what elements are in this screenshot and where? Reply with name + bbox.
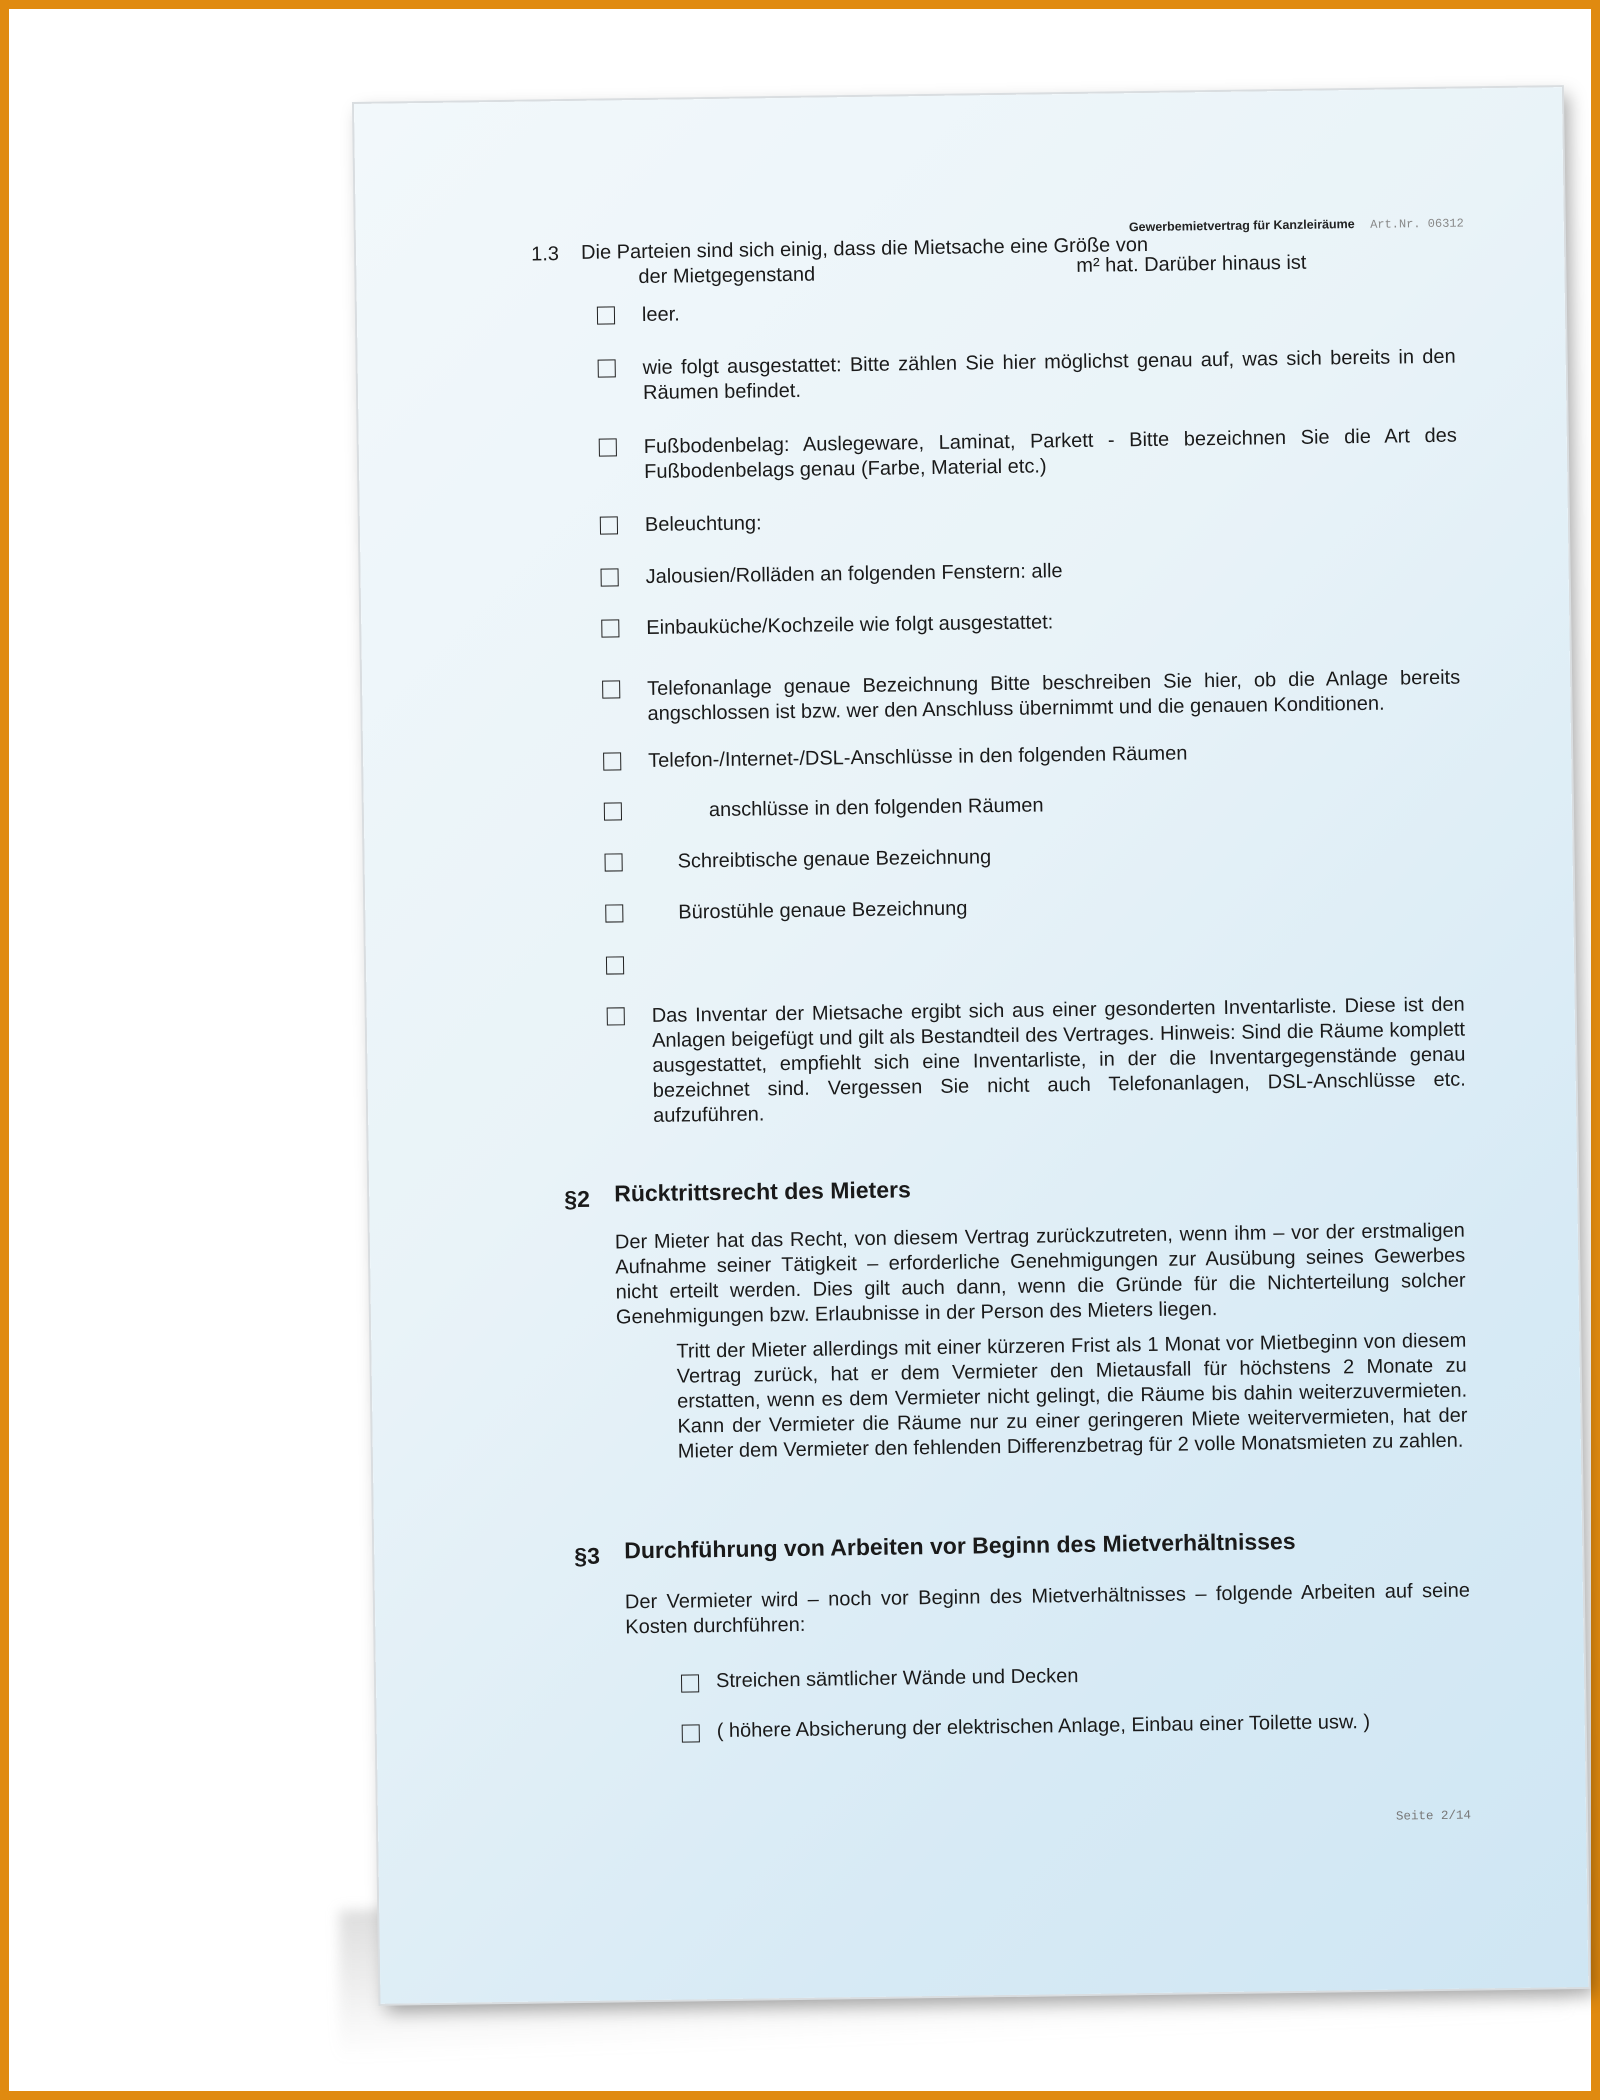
section-2-paragraph-2: Tritt der Mieter allerdings mit einer kürzeren Frist als 1 Monat vor Mietbeginn von diesem Vertrag zurück, hat er dem Vermieter den Mietausfall für höchstens 2 Monate zu erstatten, wenn es dem Vermieter nicht gelingt, die Räume bis dahin weiterzuvermieten. Kann der Vermieter die Räume nur zu einer geringeren Miete weitervermieten, hat der Mieter dem Vermieter den fehlenden Differenzbetrag für 2 volle Monatsmieten zu zahlen. (676, 1329, 1468, 1463)
header-title: Gewerbemietvertrag für Kanzleiräume (1128, 217, 1355, 235)
checkbox-jalousien[interactable] (601, 568, 619, 586)
item-jalousien-label: Jalousien/Rolläden an folgenden Fenstern: alle (645, 560, 1063, 588)
checkbox-anschluesse[interactable] (603, 752, 621, 770)
checkbox-buerostuehle[interactable] (605, 904, 623, 922)
document-page (354, 87, 1588, 2004)
checkbox-inventar[interactable] (607, 1007, 625, 1025)
page-number: Seite 2/14 (1395, 1808, 1472, 1824)
item-ausgestattet-label: wie folgt ausgestattet: Bitte zählen Sie hier möglichst genau auf, was sich bereits in den Räumen befindet. (642, 345, 1456, 404)
section-3-number: §3 (574, 1542, 601, 1570)
document-header (1129, 216, 1464, 236)
section-1-3-unit-text: m² hat. Darüber hinaus ist (1076, 251, 1307, 277)
checkbox-empty[interactable] (606, 956, 624, 974)
section-2-number: §2 (564, 1185, 591, 1213)
checkbox-beleuchtung[interactable] (600, 516, 618, 534)
item-weitere-anschluesse-label: anschlüsse in den folgenden Räumen (708, 794, 1044, 822)
item-fussbodenbelag-label: Fußbodenbelag: Auslegeware, Laminat, Parkett - Bitte bezeichnen Sie die Art des Fußbodenbelags genau (Farbe, Material etc.) (643, 424, 1457, 483)
item-absicherung-label: ( höhere Absicherung der elektrischen Anlage, Einbau einer Toilette usw. ) (716, 1710, 1371, 1743)
section-1-3-line1: Die Parteien sind sich einig, dass die Mietsache eine Größe von (580, 233, 1149, 264)
section-2-paragraph-1: Der Mieter hat das Recht, von diesem Vertrag zurückzutreten, wenn ihm – vor der erstmaligen Aufnahme seiner Tätigkeit – erforderliche Genehmigungen zur Ausübung seines Gewerbes nicht erteilt werden. Dies gilt auch dann, wenn die Gründe für die Nichterteilung solcher Genehmigungen bzw. Erlaubnisse in der Person des Mieters liegen. (614, 1219, 1466, 1329)
item-anschluesse-label: Telefon-/Internet-/DSL-Anschlüsse in den folgenden Räumen (648, 742, 1188, 772)
item-telefonanlage-label: Telefonanlage genaue Bezeichnung Bitte beschreiben Sie hier, ob die Anlage bereits angschlossen ist bzw. wer den Anschluss übernimmt und die genauen Konditionen. (647, 666, 1461, 725)
section-2-title: Rücktrittsrecht des Mieters (614, 1176, 911, 1207)
item-inventar-label: Das Inventar der Mietsache ergibt sich aus einer gesonderten Inventarliste. Diese ist den Anlagen beigefügt und gilt als Bestandteil des Vertrages. Hinweis: Sind die Räume komplett ausgestattet, empfiehlt sich eine Inventarliste, in der die Inventargegenstände genau bezeichnet sind. Vergessen Sie nicht auch Telefonanlagen, DSL-Anschlüsse etc. aufzuführen. (651, 993, 1466, 1127)
item-beleuchtung-label: Beleuchtung: (644, 512, 762, 536)
checkbox-telefonanlage[interactable] (602, 680, 620, 698)
checkbox-streichen[interactable] (681, 1674, 699, 1692)
item-schreibtische-label: Schreibtische genaue Bezeichnung (677, 846, 992, 873)
checkbox-absicherung[interactable] (682, 1724, 700, 1742)
item-leer-label: leer. (641, 303, 680, 326)
item-buerostuehle-label: Bürostühle genaue Bezeichnung (678, 897, 968, 924)
section-3-intro: Der Vermieter wird – noch vor Beginn des Mietverhältnisses – folgende Arbeiten auf seine Kosten durchführen: (624, 1579, 1471, 1639)
checkbox-ausgestattet[interactable] (598, 359, 616, 377)
section-1-3-number: 1.3 (530, 243, 560, 266)
header-article-number: Art.Nr. 06312 (1370, 216, 1464, 232)
checkbox-weitere-anschluesse[interactable] (604, 802, 622, 820)
checkbox-leer[interactable] (597, 306, 615, 324)
item-einbaukueche-label: Einbauküche/Kochzeile wie folgt ausgestattet: (646, 611, 1054, 639)
section-1-3-line2: der Mietgegenstand (638, 263, 816, 289)
item-streichen-label: Streichen sämtlicher Wände und Decken (715, 1665, 1079, 1693)
checkbox-fussbodenbelag[interactable] (599, 438, 617, 456)
checkbox-schreibtische[interactable] (604, 853, 622, 871)
section-3-title: Durchführung von Arbeiten vor Beginn des Mietverhältnisses (624, 1527, 1296, 1564)
checkbox-einbaukueche[interactable] (601, 619, 619, 637)
